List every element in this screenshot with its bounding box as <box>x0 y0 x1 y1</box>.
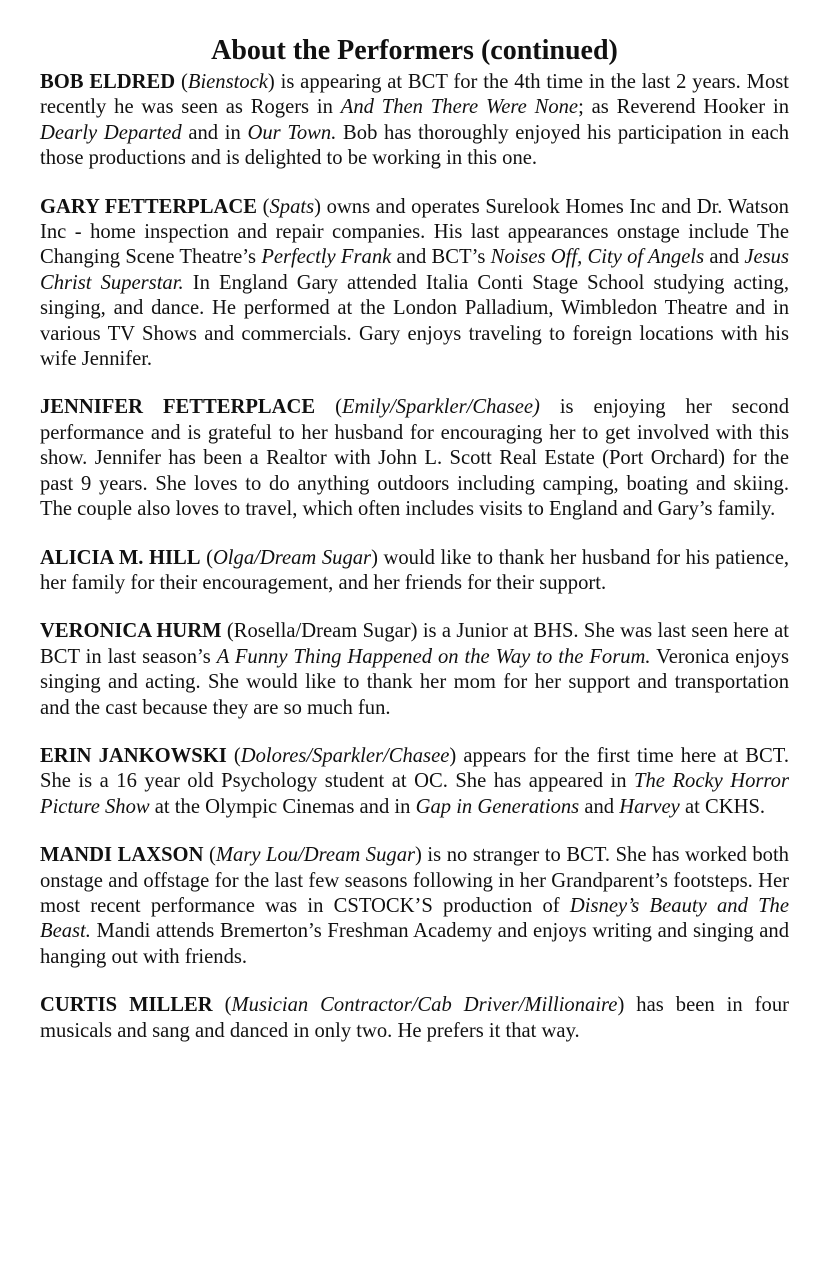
bio-text: at the Olympic Cinemas and in <box>149 795 416 818</box>
bio-text: ) has been in four musicals and sang and danced in only two. He prefers it that way. <box>40 994 789 1042</box>
bio-title-text: A Funny Thing Happened on the Way to the Forum. <box>216 645 651 668</box>
performer-bio <box>40 546 789 597</box>
bio-text: and BCT’s <box>391 246 491 269</box>
bio-text: ) is no stranger to BCT. She has worked both onstage and offstage for the last few seasons following in her Grandparent’s footsteps. Her most recent performance was in CSTOCK’S production of <box>40 844 789 917</box>
bio-title-text: Dearly Departed <box>40 121 182 144</box>
bio-text: ( <box>200 546 213 569</box>
performer-name: GARY FETTERPLACE <box>40 195 257 218</box>
bio-title-text: Emily/Sparkler/Chasee) <box>341 396 540 419</box>
bio-title-text: The Rocky Horror Picture Show <box>40 770 789 818</box>
bio-text: In England Gary attended Italia Conti Stage School studying acting, singing, and dance. He performed at the London Palladium, Wimbledon Theatre and in various TV Shows and commercials. Gary enjoys traveling to foreign locations with his wife Jennifer. <box>40 271 789 371</box>
bio-text: Veronica enjoys singing and acting. She would like to thank her mom for her support and transportation and the cast because they are so much fun. <box>40 645 789 719</box>
bio-text: ( <box>212 994 232 1017</box>
bio-title-text: Noises Off, City of Angels <box>490 246 705 269</box>
performer-name: JENNIFER FETTERPLACE <box>40 396 316 419</box>
performer-bio <box>40 744 789 820</box>
bio-text: ( <box>175 71 188 93</box>
bio-title-text: Harvey <box>619 795 680 818</box>
bio-title-text: Mary Lou/Dream Sugar <box>215 844 416 867</box>
bio-text: ) appears for the first time here at BCT. She is a 16 year old Psychology student at OC. She has appeared in <box>40 744 789 793</box>
performer-name: VERONICA HURM <box>40 620 222 643</box>
bio-title-text: Our Town. <box>247 121 337 144</box>
bio-text: ; as Reverend Hooker in <box>578 96 789 119</box>
performer-name: CURTIS MILLER <box>40 994 213 1017</box>
performer-name: BOB ELDRED <box>40 71 176 93</box>
bio-text: ) is appearing at BCT for the 4th time in the last 2 years. Most recently he was seen as Rogers in <box>40 71 789 119</box>
bio-text: at CKHS. <box>679 795 766 818</box>
bio-title-text: Perfectly Frank <box>261 246 392 269</box>
bio-text: ( <box>315 396 342 419</box>
bio-text: and <box>704 246 745 269</box>
bio-title-text: Dolores/Sparkler/Chasee <box>240 744 450 767</box>
bio-text: ) owns and operates Surelook Homes Inc and Dr. Watson Inc - home inspection and repair companies. His last appearances onstage include The Changing Scene Theatre’s <box>40 195 789 269</box>
performer-name: MANDI LAXSON <box>40 844 204 867</box>
bio-text: ( <box>256 195 270 218</box>
bio-title-text: Olga/Dream Sugar <box>212 546 372 569</box>
bio-text: ) would like to thank her husband for his patience, her family for their encouragement, and her friends for their support. <box>40 546 789 594</box>
bio-title-text: Jesus Christ Superstar. <box>40 246 789 294</box>
bio-text: ( <box>226 744 241 767</box>
performer-bio <box>40 619 789 721</box>
bio-text: ( <box>203 844 216 867</box>
performer-bio <box>40 195 789 373</box>
bio-title-text: Disney’s Beauty and The Beast. <box>40 894 789 943</box>
bio-title-text: Musician Contractor/Cab Driver/Millionaire <box>231 994 618 1017</box>
bio-title-text: Bienstock <box>187 71 268 93</box>
bio-title-text: Spats <box>269 195 315 218</box>
bio-text: Bob has thoroughly enjoyed his participation in each those productions and is delighted to be working in this one. <box>40 121 789 170</box>
bio-title-text: Gap in Generations <box>415 795 580 818</box>
performer-name: ERIN JANKOWSKI <box>40 744 227 767</box>
bio-text: Mandi attends Bremerton’s Freshman Academy and enjoys writing and singing and hanging out with friends. <box>40 920 789 968</box>
bio-text: (Rosella/Dream Sugar) is a Junior at BHS. She was last seen here at BCT in last season’s <box>40 620 789 668</box>
bio-text: is enjoying her second performance and is grateful to her husband for encouraging her to get involved with this show. Jennifer has been a Realtor with John L. Scott Real Estate (Port Orchard) for the past 9 years. She loves to do anything outdoors including camping, boating and skiing. The couple also loves to travel, which often includes visits to England and Gary’s family. <box>40 396 789 521</box>
bio-text: and in <box>181 121 248 144</box>
bio-title-text: And Then There Were None <box>340 96 579 119</box>
performer-bio <box>40 395 789 522</box>
performer-bio <box>40 70 789 172</box>
performer-bio <box>40 993 789 1044</box>
page-title: About the Performers (continued) <box>211 35 618 66</box>
bio-text: and <box>579 795 620 818</box>
performer-name: ALICIA M. HILL <box>40 546 201 569</box>
performer-bios <box>40 70 789 1044</box>
performer-bio <box>40 843 789 970</box>
